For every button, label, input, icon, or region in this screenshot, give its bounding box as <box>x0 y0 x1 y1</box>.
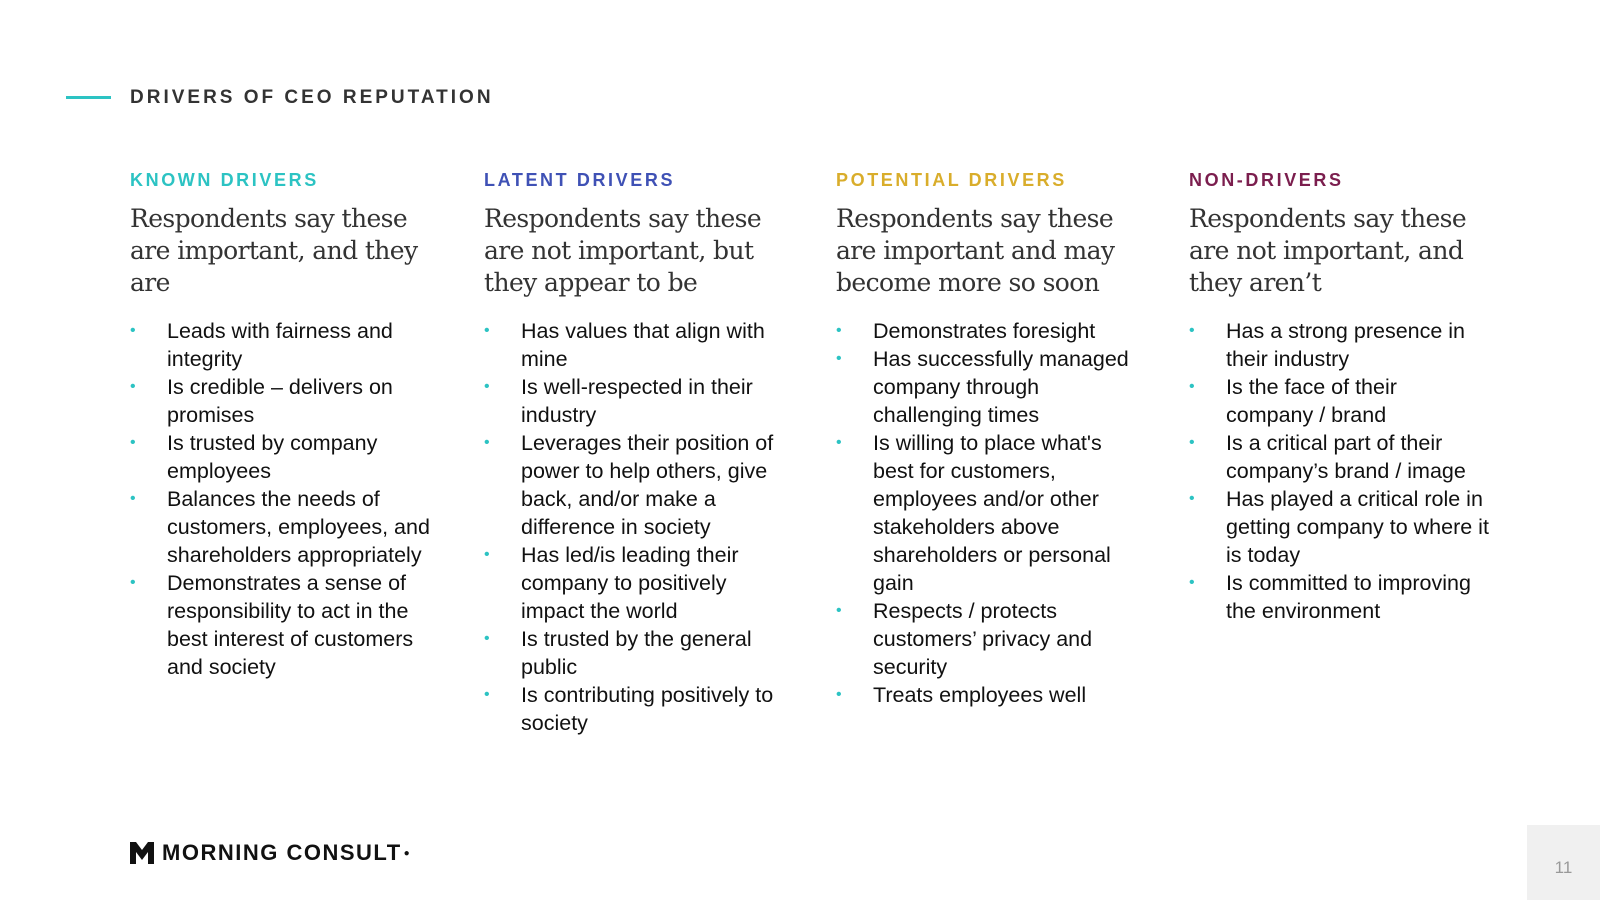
bullet-icon: • <box>484 322 490 339</box>
bullet-list <box>836 317 1136 709</box>
morning-consult-logo <box>130 840 410 866</box>
page-number: 11 <box>1554 858 1573 877</box>
list-item: • Is a critical part of their company’s brand / image <box>1189 431 1466 483</box>
column-heading: POTENTIAL DRIVERS <box>836 170 1067 190</box>
list-item: • Is contributing positively to society <box>484 683 774 735</box>
column-heading: KNOWN DRIVERS <box>130 170 319 190</box>
bullet-icon: • <box>1189 490 1195 507</box>
bullet-icon: • <box>836 350 842 367</box>
list-item: • Demonstrates foresight <box>836 319 1096 343</box>
list-item: • Has led/is leading their company to positively impact the world <box>484 543 739 623</box>
bullet-icon: • <box>130 434 136 451</box>
column-non-drivers <box>1189 170 1489 625</box>
bullet-icon: • <box>484 378 490 395</box>
header-accent-rule <box>66 96 111 99</box>
bullet-list <box>130 317 430 681</box>
list-item: • Is committed to improving the environment <box>1189 571 1471 623</box>
list-item: • Has values that align with mine <box>484 319 765 371</box>
list-item: • Demonstrates a sense of responsibility to act in the best interest of customers and society <box>130 571 414 679</box>
bullet-icon: • <box>130 574 136 591</box>
logo-registered-dot: ● <box>403 847 410 859</box>
page-number-box <box>1527 825 1600 900</box>
column-heading: LATENT DRIVERS <box>484 170 676 190</box>
list-item: • Is well-respected in their industry <box>484 375 753 427</box>
bullet-icon: • <box>484 546 490 563</box>
morning-consult-m-icon <box>130 841 154 865</box>
bullet-list <box>1189 317 1489 625</box>
bullet-icon: • <box>130 378 136 395</box>
bullet-icon: • <box>836 602 842 619</box>
list-item: • Is trusted by company employees <box>130 431 378 483</box>
bullet-icon: • <box>1189 434 1195 451</box>
column-subtitle: Respondents say these are not important, and they aren’t <box>1189 204 1467 297</box>
list-item: • Leverages their position of power to help others, give back, and/or make a difference in society <box>484 431 774 539</box>
list-item: • Is trusted by the general public <box>484 627 752 679</box>
bullet-icon: • <box>836 686 842 703</box>
bullet-icon: • <box>484 630 490 647</box>
list-item: • Respects / protects customers’ privacy and security <box>836 599 1093 679</box>
bullet-icon: • <box>130 490 136 507</box>
list-item: • Treats employees well <box>836 683 1087 707</box>
column-heading: NON-DRIVERS <box>1189 170 1344 190</box>
page-title: DRIVERS OF CEO REPUTATION <box>130 87 494 108</box>
list-item: • Is the face of their company / brand <box>1189 375 1397 427</box>
list-item: • Has a strong presence in their industry <box>1189 319 1466 371</box>
column-known-drivers <box>130 170 430 681</box>
list-item: • Is willing to place what's best for customers, employees and/or other stakeholders above shareholders or personal gain <box>836 431 1111 595</box>
list-item: • Has played a critical role in getting company to where it is today <box>1189 487 1489 567</box>
bullet-icon: • <box>1189 378 1195 395</box>
list-item: • Balances the needs of customers, employees, and shareholders appropriately <box>130 487 430 567</box>
logo-wordmark: MORNING CONSULT <box>162 840 402 865</box>
column-subtitle: Respondents say these are important and may become more so soon <box>836 204 1115 297</box>
column-latent-drivers <box>484 170 784 737</box>
bullet-icon: • <box>130 322 136 339</box>
bullet-icon: • <box>484 686 490 703</box>
list-item: • Leads with fairness and integrity <box>130 319 393 371</box>
bullet-icon: • <box>1189 574 1195 591</box>
bullet-icon: • <box>836 434 842 451</box>
column-potential-drivers <box>836 170 1136 709</box>
bullet-icon: • <box>484 434 490 451</box>
bullet-icon: • <box>836 322 842 339</box>
bullet-icon: • <box>1189 322 1195 339</box>
column-subtitle: Respondents say these are not important, but they appear to be <box>484 204 762 297</box>
column-subtitle: Respondents say these are important, and they are <box>130 204 418 297</box>
bullet-list <box>484 317 784 737</box>
list-item: • Has successfully managed company through challenging times <box>836 347 1129 427</box>
list-item: • Is credible – delivers on promises <box>130 375 393 427</box>
